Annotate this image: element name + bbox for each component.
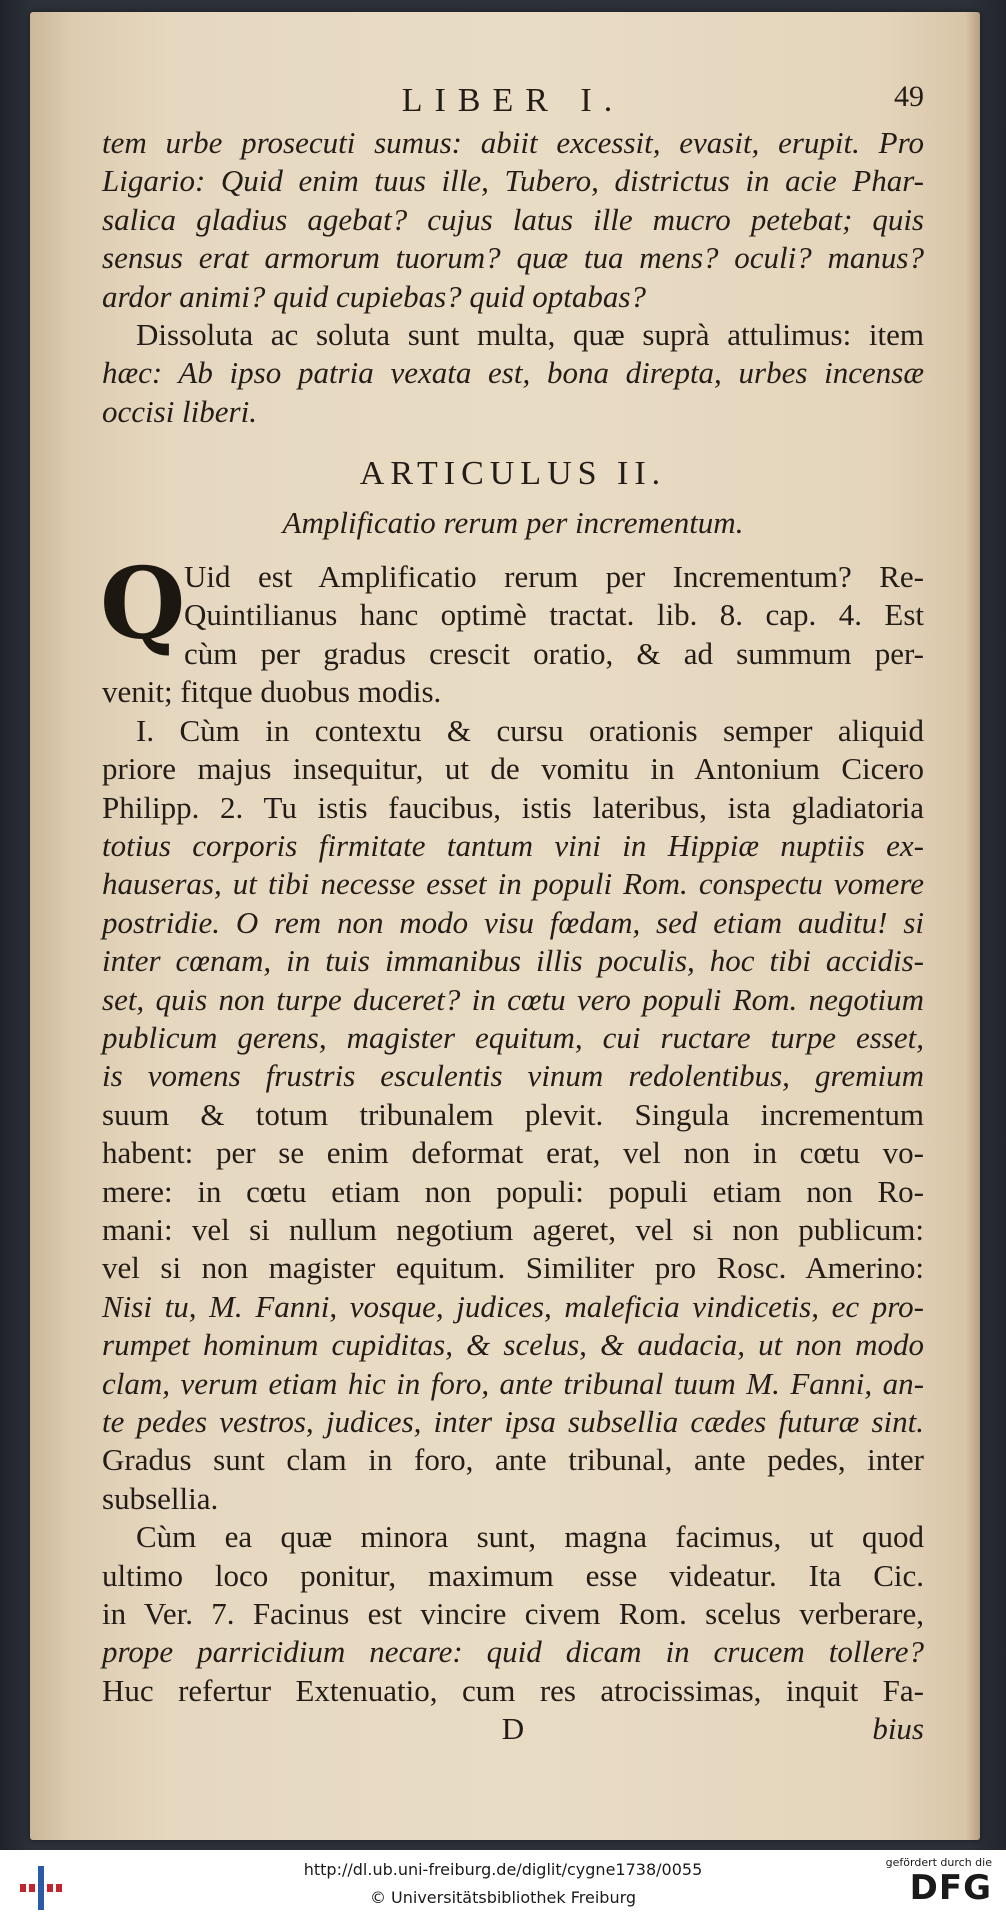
text-line: vel si non magister equitum. Similiter pro Rosc. Amerino: bbox=[102, 1250, 924, 1286]
text-line: tem urbe prosecuti sumus: abiit excessit, evasit, erupit. Pro bbox=[102, 125, 924, 160]
text-line: inter cœnam, in tuis immanibus illis poculis, hoc tibi accidis- bbox=[102, 943, 924, 979]
page-number: 49 bbox=[894, 80, 924, 113]
signature-letter: D bbox=[501, 1711, 525, 1747]
text-line: totius corporis firmitate tantum vini in Hippiæ nuptiis ex- bbox=[102, 827, 924, 863]
text-line: Cùm ea quæ minora sunt, magna facimus, ut quod bbox=[136, 1519, 924, 1555]
text-line: Uid est Amplificatio rerum per Incrementum? Re- bbox=[184, 559, 924, 595]
dfg-funding[interactable] bbox=[880, 1856, 992, 1907]
text-line: postridie. O rem non modo visu fœdam, sed etiam auditu! si bbox=[102, 904, 924, 940]
text-line: clam, verum etiam hic in foro, ante tribunal tuum M. Fanni, an- bbox=[102, 1365, 924, 1401]
text-line: cùm per gradus crescit oratio, & ad summum per- bbox=[184, 635, 924, 671]
paragraph-dissoluta bbox=[102, 316, 924, 431]
text-line: prope parricidium necare: quid dicam in crucem tollere? bbox=[102, 1634, 924, 1670]
dropcap-letter: Q bbox=[100, 547, 186, 663]
running-title: LIBER I. bbox=[401, 82, 625, 119]
text-line: mani: vel si nullum negotium ageret, vel si non publicum: bbox=[102, 1211, 924, 1247]
text-line: venit; fitque duobus modis. bbox=[102, 674, 442, 710]
text-line: Gradus sunt clam in foro, ante tribunal, ante pedes, inter bbox=[102, 1442, 924, 1478]
dropcap-lines bbox=[100, 547, 924, 673]
text-line: set, quis non turpe duceret? in cœtu vero populi Rom. negotium bbox=[102, 981, 924, 1017]
text-line: I. Cùm in contextu & cursu orationis semper aliquid bbox=[136, 712, 924, 748]
signature-mark bbox=[102, 1710, 924, 1748]
text-line: publicum gerens, magister equitum, cui ructare turpe esset, bbox=[102, 1019, 924, 1055]
text-line: salica gladius agebat? cujus latus ille mucro petebat; quis bbox=[102, 201, 924, 237]
text-line: Nisi tu, M. Fanni, vosque, judices, maleficia vindicetis, ec pro- bbox=[102, 1288, 924, 1324]
paragraph-main bbox=[102, 673, 924, 1518]
dropcap-paragraph bbox=[100, 547, 924, 673]
text-line: suum & totum tribunalem plevit. Singula incrementum bbox=[102, 1096, 924, 1132]
paragraph-final bbox=[102, 1518, 924, 1710]
text-line: occisi liberi. bbox=[102, 393, 257, 429]
text-line: priore majus insequitur, ut de vomitu in Antonium Cicero bbox=[102, 751, 924, 787]
text-line: ardor animi? quid cupiebas? quid optabas? bbox=[102, 278, 646, 314]
text-line: hæc: Ab ipso patria vexata est, bona direpta, urbes incensæ bbox=[102, 355, 924, 391]
text-line: in Ver. 7. Facinus est vincire civem Rom. scelus verberare, bbox=[102, 1596, 924, 1632]
text-line: is vomens frustris esculentis vinum redolentibus, gremium bbox=[102, 1058, 924, 1094]
copyright-text: © Universitätsbibliothek Freiburg bbox=[369, 1888, 637, 1907]
text-line: mere: in cœtu etiam non populi: populi etiam non Ro- bbox=[102, 1173, 924, 1209]
permalink-url[interactable]: http://dl.ub.uni-freiburg.de/diglit/cygne1738/0055 bbox=[303, 1860, 703, 1879]
running-head bbox=[102, 78, 924, 124]
dfg-logo: DFG bbox=[909, 1868, 992, 1908]
text-line: habent: per se enim deformat erat, vel non in cœtu vo- bbox=[102, 1135, 924, 1171]
text-line: rumpet hominum cupiditas, & scelus, & audacia, ut non modo bbox=[102, 1327, 924, 1363]
text-line: subsellia. bbox=[102, 1480, 219, 1516]
page-edge-shadow bbox=[966, 12, 980, 1840]
paragraph-intro bbox=[102, 124, 924, 316]
text-line: te pedes vestros, judices, inter ipsa subsellia cædes futuræ sint. bbox=[102, 1404, 924, 1439]
text-line: ultimo loco ponitur, maximum esse videatur. Ita Cic. bbox=[102, 1557, 924, 1593]
page-text bbox=[102, 78, 924, 1749]
text-line: Ligario: Quid enim tuus ille, Tubero, districtus in acie Phar- bbox=[102, 163, 924, 199]
dfg-caption: gefördert durch die bbox=[885, 1856, 992, 1869]
viewer-footer bbox=[0, 1850, 1006, 1922]
text-line: sensus erat armorum tuorum? quæ tua mens? oculi? manus? bbox=[102, 240, 924, 276]
book-page bbox=[30, 12, 980, 1840]
article-subheading: Amplificatio rerum per incrementum. bbox=[282, 504, 744, 540]
catchword: bius bbox=[872, 1711, 924, 1747]
text-line: Huc refertur Extenuatio, cum res atrocissimas, inquit Fa- bbox=[102, 1672, 924, 1708]
text-line: Dissoluta ac soluta sunt multa, quæ suprà attulimus: item bbox=[136, 317, 924, 353]
article-heading: ARTICULUS II. bbox=[359, 455, 667, 493]
text-line: Quintilianus hanc optimè tractat. lib. 8. cap. 4. Est bbox=[184, 597, 924, 633]
text-line: hauseras, ut tibi necesse esset in populi Rom. conspectu vomere bbox=[102, 866, 924, 902]
text-line: Philipp. 2. Tu istis faucibus, istis lateribus, ista gladiatoria bbox=[102, 789, 924, 825]
